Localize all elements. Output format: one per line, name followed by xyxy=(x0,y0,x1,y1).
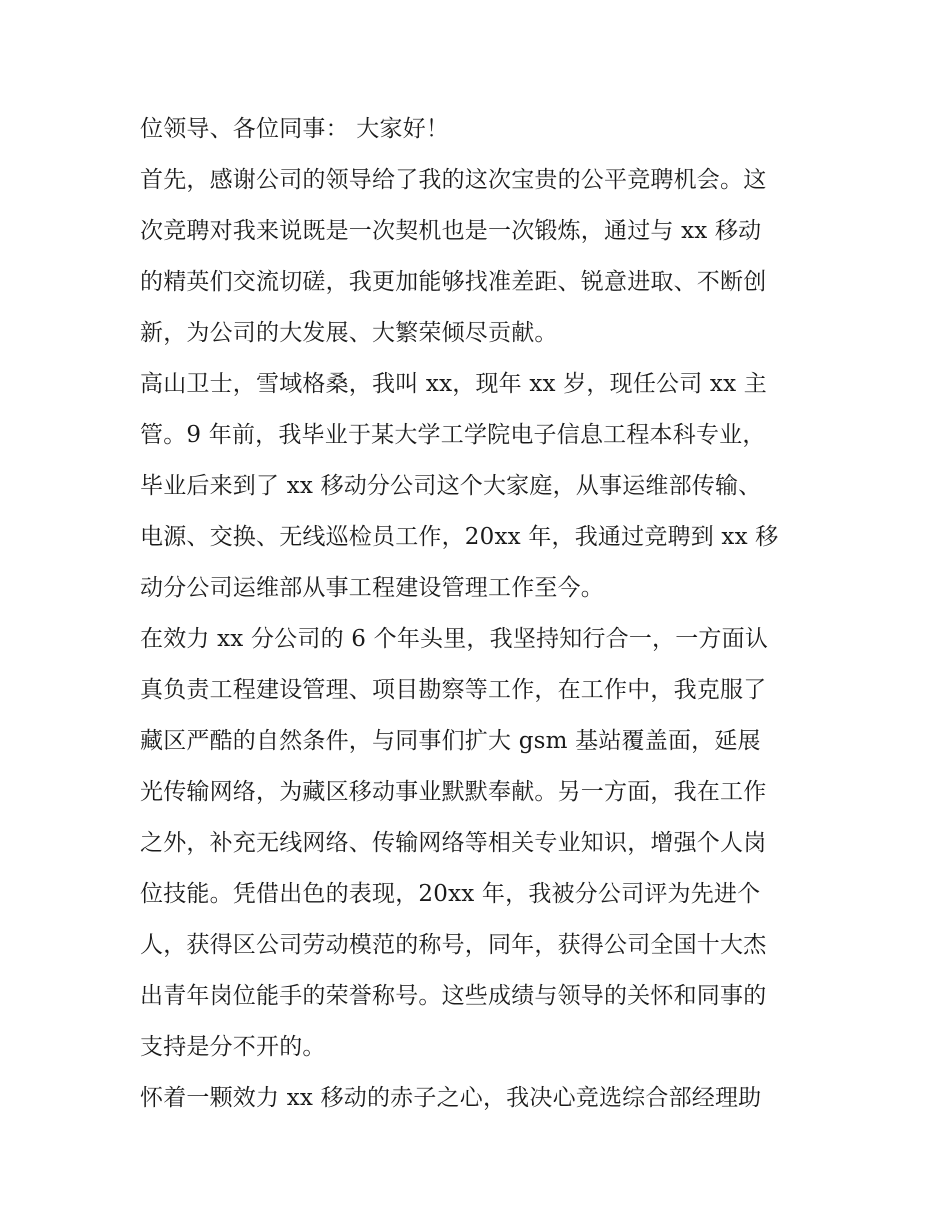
text-line: 出青年岗位能手的荣誉称号。这些成绩与领导的关怀和同事的 xyxy=(140,983,767,1009)
text-line: 人，获得区公司劳动模范的称号，同年，获得公司全国十大杰 xyxy=(140,932,767,958)
text-line: 电源、交换、无线巡检员工作，20xx 年，我通过竞聘到 xx 移 xyxy=(140,524,779,550)
text-line: 高山卫士，雪域格桑，我叫 xx，现年 xx 岁，现任公司 xx 主 xyxy=(140,371,767,397)
text-line: 毕业后来到了 xx 移动分公司这个大家庭，从事运维部传输、 xyxy=(140,473,762,499)
text-line: 次竞聘对我来说既是一次契机也是一次锻炼，通过与 xx 移动 xyxy=(140,218,762,244)
text-line: 真负责工程建设管理、项目勘察等工作，在工作中，我克服了 xyxy=(140,677,767,703)
text-line: 位技能。凭借出色的表现，20xx 年，我被分公司评为先进个 xyxy=(140,881,761,907)
document-body xyxy=(140,104,812,1124)
text-line: 光传输网络，为藏区移动事业默默奉献。另一方面，我在工作 xyxy=(140,779,767,805)
text-line: 位领导、各位同事： 大家好！ xyxy=(140,116,450,142)
text-line: 新，为公司的大发展、大繁荣倾尽贡献。 xyxy=(140,320,558,346)
text-line: 的精英们交流切磋，我更加能够找准差距、锐意进取、不断创 xyxy=(140,269,767,295)
text-line: 藏区严酷的自然条件，与同事们扩大 gsm 基站覆盖面，延展 xyxy=(140,728,761,754)
text-line: 首先，感谢公司的领导给了我的这次宝贵的公平竞聘机会。这 xyxy=(140,167,767,193)
text-line: 管。9 年前，我毕业于某大学工学院电子信息工程本科专业， xyxy=(140,422,766,448)
text-line: 之外，补充无线网络、传输网络等相关专业知识，增强个人岗 xyxy=(140,830,767,856)
text-line: 动分公司运维部从事工程建设管理工作至今。 xyxy=(140,575,604,601)
text-line: 支持是分不开的。 xyxy=(140,1034,326,1060)
text-line: 怀着一颗效力 xx 移动的赤子之心，我决心竞选综合部经理助 xyxy=(140,1085,762,1111)
text-line: 在效力 xx 分公司的 6 个年头里，我坚持知行合一，一方面认 xyxy=(140,626,769,652)
